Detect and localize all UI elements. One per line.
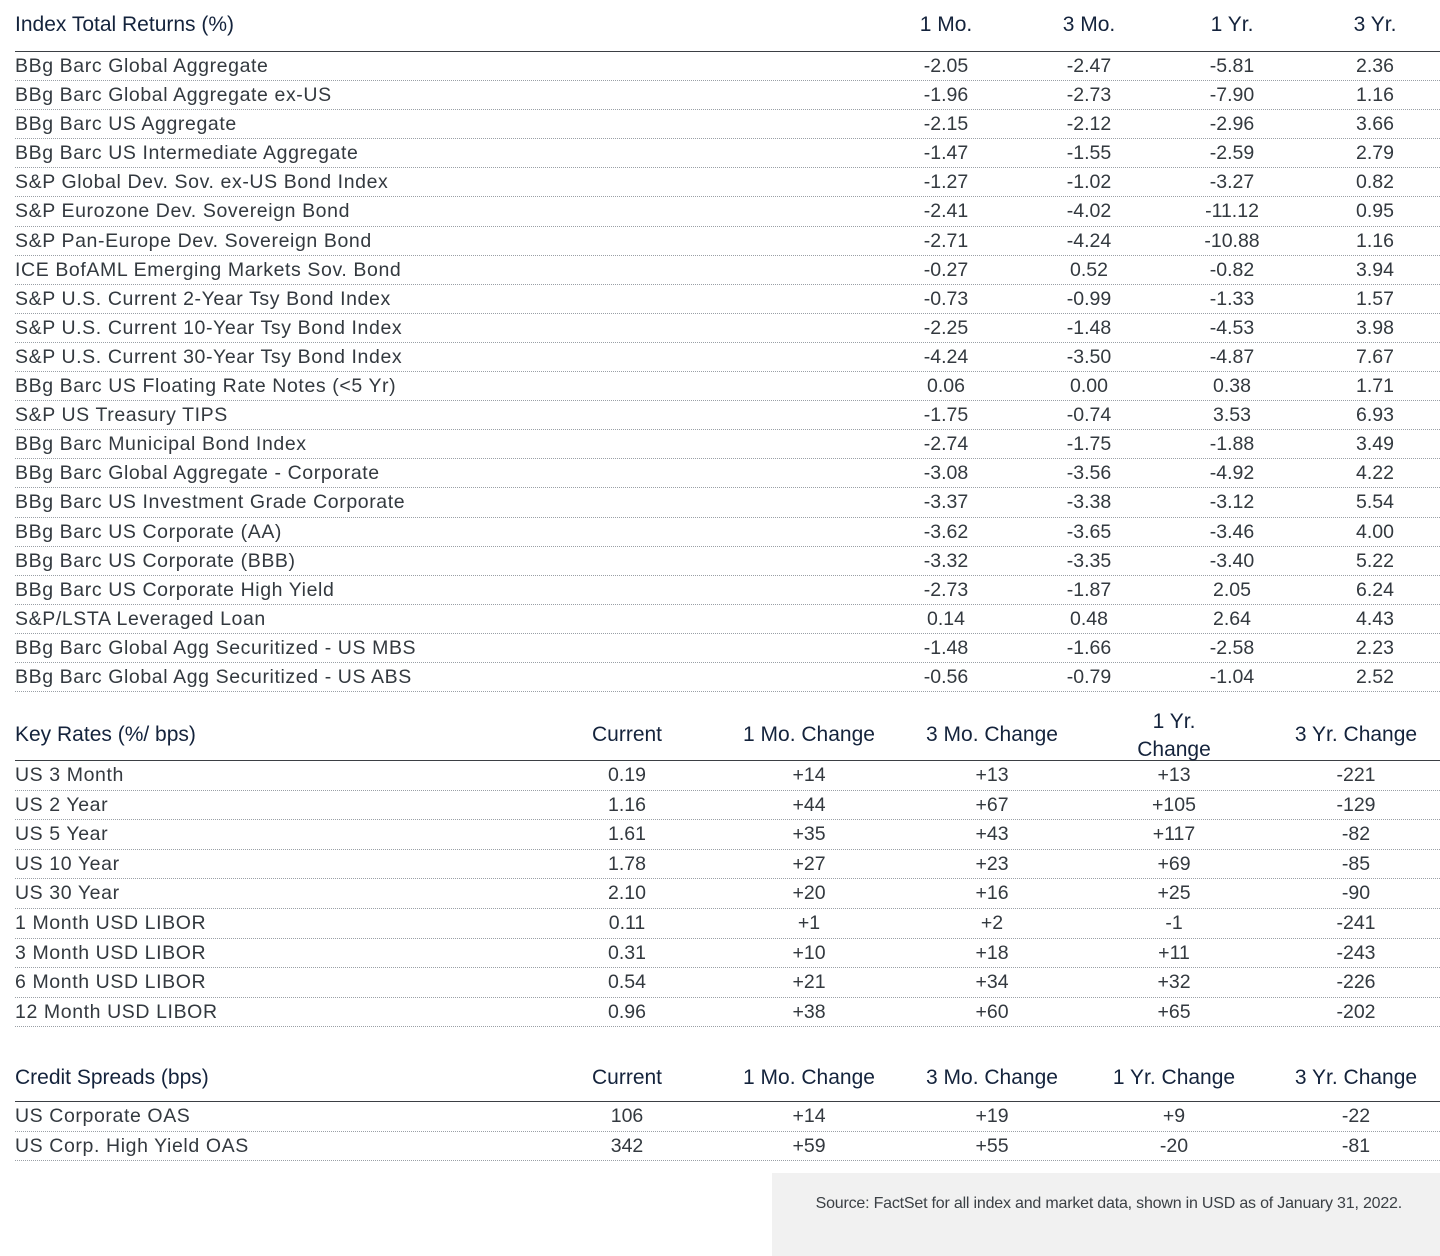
col-3yr-change: 3 Yr. Change <box>1294 723 1418 746</box>
row-value: -3.08 <box>923 462 969 485</box>
row-value: 2.36 <box>1356 55 1394 77</box>
col-current: Current <box>591 1066 663 1089</box>
row-value: -1.27 <box>923 171 969 194</box>
key-rates-header <box>15 702 1440 761</box>
row-value: -2.71 <box>923 229 969 252</box>
row-label: S&P U.S. Current 30-Year Tsy Bond Index <box>15 345 403 368</box>
row-value: -3.40 <box>1209 549 1255 572</box>
row-value: -3.62 <box>923 520 969 543</box>
row-value: 1.78 <box>608 852 646 875</box>
row-value: 0.11 <box>608 911 646 934</box>
row-value: +9 <box>1162 1105 1186 1127</box>
row-value: +20 <box>792 882 826 905</box>
row-value: 342 <box>610 1134 644 1157</box>
row-value: +35 <box>792 823 826 846</box>
row-value: -11.12 <box>1205 200 1259 223</box>
row-value: 4.22 <box>1356 462 1394 485</box>
row-label: BBg Barc US Corporate (AA) <box>15 520 283 543</box>
row-value: -3.12 <box>1209 491 1255 514</box>
row-value: +44 <box>792 793 826 816</box>
row-label: BBg Barc US Aggregate <box>15 113 237 136</box>
row-label: BBg Barc Global Aggregate ex-US <box>15 84 332 107</box>
row-label: BBg Barc US Corporate High Yield <box>15 578 335 601</box>
row-value: -1.87 <box>1066 578 1112 601</box>
row-label: S&P Global Dev. Sov. ex-US Bond Index <box>15 171 389 194</box>
row-value: -85 <box>1341 852 1371 875</box>
row-value: -5.81 <box>1209 55 1255 77</box>
row-value: +117 <box>1152 823 1196 846</box>
row-label: US Corporate OAS <box>15 1105 191 1127</box>
col-3yr-change: 3 Yr. Change <box>1294 1066 1418 1089</box>
row-value: 0.96 <box>608 1000 646 1023</box>
row-value: -1.48 <box>923 636 969 659</box>
table-row <box>15 605 1440 634</box>
row-value: -3.50 <box>1066 345 1112 368</box>
row-label: S&P US Treasury TIPS <box>15 404 228 427</box>
source-note: Source: FactSet for all index and market data, shown in USD as of January 31, 2022. <box>815 1195 1402 1212</box>
table-row <box>15 343 1440 372</box>
row-value: 2.79 <box>1356 142 1394 165</box>
row-value: +21 <box>792 971 826 994</box>
row-label: US 30 Year <box>15 882 120 905</box>
row-value: -0.79 <box>1066 665 1112 688</box>
row-value: -4.24 <box>923 345 969 368</box>
row-value: +10 <box>792 941 826 964</box>
row-value: 0.14 <box>927 607 965 630</box>
row-label: US 3 Month <box>15 764 124 786</box>
row-value: 5.22 <box>1356 549 1394 572</box>
table-row <box>15 197 1440 226</box>
row-value: -1.66 <box>1066 636 1112 659</box>
row-value: 2.05 <box>1213 578 1251 601</box>
table-row <box>15 285 1440 314</box>
row-value: -0.73 <box>923 287 969 310</box>
row-label: 6 Month USD LIBOR <box>15 971 207 994</box>
col-3yr: 3 Yr. <box>1353 13 1397 36</box>
row-value: 1.16 <box>1356 229 1394 252</box>
table-row <box>15 81 1440 110</box>
row-value: -1.04 <box>1209 665 1255 688</box>
row-value: -0.27 <box>923 258 969 281</box>
table-row <box>15 939 1440 969</box>
col-1yr: 1 Yr. <box>1210 13 1254 36</box>
row-value: +67 <box>975 793 1009 816</box>
row-value: 4.43 <box>1356 607 1394 630</box>
row-value: 2.23 <box>1356 636 1394 659</box>
table-row <box>15 110 1440 139</box>
row-value: 106 <box>610 1105 644 1127</box>
row-value: +69 <box>1157 852 1191 875</box>
row-value: -226 <box>1336 971 1376 994</box>
row-label: S&P/LSTA Leveraged Loan <box>15 607 266 630</box>
row-value: -2.41 <box>923 200 969 223</box>
credit-spreads-header <box>15 1056 1440 1102</box>
row-label: S&P Eurozone Dev. Sovereign Bond <box>15 200 351 223</box>
table-row <box>15 909 1440 939</box>
row-value: -2.47 <box>1066 55 1112 77</box>
row-value: 0.52 <box>1070 258 1108 281</box>
col-1mo-change: 1 Mo. Change <box>743 723 875 746</box>
row-value: 0.82 <box>1356 171 1394 194</box>
row-label: 3 Month USD LIBOR <box>15 941 207 964</box>
row-value: -0.74 <box>1066 404 1112 427</box>
row-value: +23 <box>975 852 1009 875</box>
row-value: +43 <box>975 823 1009 846</box>
row-value: 0.54 <box>608 971 646 994</box>
row-value: -1.02 <box>1066 171 1112 194</box>
row-value: -221 <box>1336 764 1376 786</box>
row-label: 12 Month USD LIBOR <box>15 1000 218 1023</box>
row-label: BBg Barc US Corporate (BBB) <box>15 549 296 572</box>
row-value: 0.00 <box>1070 375 1108 398</box>
row-value: -2.73 <box>923 578 969 601</box>
row-value: -1.48 <box>1066 316 1112 339</box>
table-row <box>15 168 1440 197</box>
row-value: +60 <box>975 1000 1009 1023</box>
key-rates-body <box>15 761 1440 1027</box>
row-label: US 2 Year <box>15 793 109 816</box>
row-value: -0.82 <box>1209 258 1255 281</box>
row-value: -1.33 <box>1209 287 1255 310</box>
key-rates-title: Key Rates (%/ bps) <box>15 723 196 746</box>
row-value: +34 <box>975 971 1009 994</box>
row-value: -2.96 <box>1209 113 1255 136</box>
row-value: +14 <box>792 764 826 786</box>
row-value: 2.64 <box>1213 607 1251 630</box>
row-value: +32 <box>1157 971 1191 994</box>
table-row <box>15 401 1440 430</box>
table-row <box>15 879 1440 909</box>
row-value: 2.52 <box>1356 665 1394 688</box>
row-label: S&P U.S. Current 2-Year Tsy Bond Index <box>15 287 391 310</box>
table-row <box>15 1132 1440 1162</box>
table-row <box>15 227 1440 256</box>
col-1mo: 1 Mo. <box>919 13 973 36</box>
row-value: +13 <box>1157 764 1191 786</box>
row-value: 5.54 <box>1356 491 1394 514</box>
row-value: -3.46 <box>1209 520 1255 543</box>
row-value: 6.93 <box>1356 404 1394 427</box>
row-value: -22 <box>1341 1105 1371 1127</box>
row-value: -10.88 <box>1204 229 1260 252</box>
row-value: 7.67 <box>1356 345 1394 368</box>
row-value: -81 <box>1341 1134 1371 1157</box>
row-value: +25 <box>1157 882 1191 905</box>
row-value: -202 <box>1336 1000 1376 1023</box>
row-label: S&P U.S. Current 10-Year Tsy Bond Index <box>15 316 403 339</box>
table-row <box>15 850 1440 880</box>
row-label: BBg Barc US Intermediate Aggregate <box>15 142 359 165</box>
row-value: 2.10 <box>608 882 646 905</box>
row-value: 1.57 <box>1356 287 1394 310</box>
row-value: -4.24 <box>1066 229 1112 252</box>
row-value: -4.53 <box>1209 316 1255 339</box>
row-label: 1 Month USD LIBOR <box>15 911 207 934</box>
row-value: -1 <box>1165 911 1183 934</box>
row-value: -2.59 <box>1209 142 1255 165</box>
row-value: -1.47 <box>923 142 969 165</box>
row-value: +13 <box>975 764 1009 786</box>
row-value: -90 <box>1341 882 1371 905</box>
col-1yr-change: 1 Yr. Change <box>1112 1066 1236 1089</box>
table-row <box>15 1102 1440 1132</box>
row-value: -1.88 <box>1209 433 1255 456</box>
table-row <box>15 518 1440 547</box>
row-value: 1.71 <box>1356 375 1394 398</box>
row-value: -3.35 <box>1066 549 1112 572</box>
row-label: S&P Pan-Europe Dev. Sovereign Bond <box>15 229 372 252</box>
row-label: US 10 Year <box>15 852 120 875</box>
row-value: 0.95 <box>1356 200 1394 223</box>
table-row <box>15 998 1440 1028</box>
col-3mo: 3 Mo. <box>1062 13 1116 36</box>
row-value: -20 <box>1159 1134 1189 1157</box>
col-1mo-change: 1 Mo. Change <box>743 1066 875 1089</box>
row-value: +27 <box>792 852 826 875</box>
row-value: 1.16 <box>1356 84 1394 107</box>
row-value: -4.02 <box>1066 200 1112 223</box>
table-row <box>15 314 1440 343</box>
table-row <box>15 139 1440 168</box>
row-label: BBg Barc US Investment Grade Corporate <box>15 491 406 514</box>
credit-spreads-title: Credit Spreads (bps) <box>15 1066 209 1089</box>
row-value: -3.27 <box>1209 171 1255 194</box>
row-value: 1.16 <box>608 793 646 816</box>
row-value: 4.00 <box>1356 520 1394 543</box>
row-value: 0.19 <box>608 764 646 786</box>
row-value: +19 <box>975 1105 1009 1127</box>
row-value: -129 <box>1336 793 1376 816</box>
row-value: 3.98 <box>1356 316 1394 339</box>
row-value: -1.55 <box>1066 142 1112 165</box>
row-value: -3.56 <box>1066 462 1112 485</box>
row-value: +105 <box>1152 793 1196 816</box>
col-1yr-change: 1 Yr. Change <box>1137 710 1211 761</box>
index-returns-title: Index Total Returns (%) <box>15 13 235 36</box>
table-row <box>15 52 1440 81</box>
index-returns-header <box>15 0 1440 52</box>
row-value: -2.25 <box>923 316 969 339</box>
row-value: -0.56 <box>923 665 969 688</box>
row-value: -4.87 <box>1209 345 1255 368</box>
row-value: 0.38 <box>1213 375 1251 398</box>
row-label: BBg Barc Global Aggregate - Corporate <box>15 462 380 485</box>
row-value: 0.31 <box>608 941 646 964</box>
row-label: BBg Barc Global Agg Securitized - US ABS <box>15 665 412 688</box>
row-value: -243 <box>1336 941 1376 964</box>
row-label: BBg Barc Global Aggregate <box>15 55 269 77</box>
credit-spreads-body <box>15 1102 1440 1161</box>
row-value: -3.65 <box>1066 520 1112 543</box>
key-rates-table <box>15 702 1440 1027</box>
row-value: -2.73 <box>1066 84 1112 107</box>
table-row <box>15 761 1440 791</box>
source-note-box <box>772 1173 1440 1256</box>
row-value: -3.37 <box>923 491 969 514</box>
col-3mo-change: 3 Mo. Change <box>926 1066 1058 1089</box>
row-value: -0.99 <box>1066 287 1112 310</box>
row-value: +38 <box>792 1000 826 1023</box>
table-row <box>15 547 1440 576</box>
row-value: -2.05 <box>923 55 969 77</box>
row-value: +1 <box>797 911 821 934</box>
row-value: +59 <box>792 1134 826 1157</box>
index-returns-body <box>15 52 1440 692</box>
row-value: 3.53 <box>1213 404 1251 427</box>
index-total-returns-table <box>15 0 1440 692</box>
row-value: +16 <box>975 882 1009 905</box>
row-value: -4.92 <box>1209 462 1255 485</box>
row-value: -1.75 <box>923 404 969 427</box>
row-value: -1.96 <box>923 84 969 107</box>
row-value: 3.49 <box>1356 433 1394 456</box>
row-label: US 5 Year <box>15 823 109 846</box>
table-row <box>15 488 1440 517</box>
table-row <box>15 576 1440 605</box>
row-value: +55 <box>975 1134 1009 1157</box>
row-label: BBg Barc US Floating Rate Notes (<5 Yr) <box>15 375 397 398</box>
table-row <box>15 663 1440 692</box>
credit-spreads-table <box>15 1056 1440 1161</box>
table-row <box>15 459 1440 488</box>
table-row <box>15 791 1440 821</box>
row-label: BBg Barc Global Agg Securitized - US MBS <box>15 636 417 659</box>
table-row <box>15 256 1440 285</box>
col-3mo-change: 3 Mo. Change <box>926 723 1058 746</box>
row-value: 1.61 <box>608 823 646 846</box>
row-value: -2.74 <box>923 433 969 456</box>
table-row <box>15 968 1440 998</box>
row-value: -2.58 <box>1209 636 1255 659</box>
row-value: +18 <box>975 941 1009 964</box>
row-value: +11 <box>1158 941 1190 964</box>
row-value: +2 <box>980 911 1004 934</box>
row-value: 0.06 <box>927 375 965 398</box>
row-value: 3.66 <box>1356 113 1394 136</box>
table-row <box>15 820 1440 850</box>
row-value: 3.94 <box>1356 258 1394 281</box>
table-row <box>15 372 1440 401</box>
table-row <box>15 430 1440 459</box>
row-value: 0.48 <box>1070 607 1108 630</box>
row-label: BBg Barc Municipal Bond Index <box>15 433 307 456</box>
row-value: -2.12 <box>1066 113 1112 136</box>
row-value: -3.32 <box>923 549 969 572</box>
row-value: -82 <box>1341 823 1371 846</box>
row-value: -7.90 <box>1209 84 1255 107</box>
row-value: -3.38 <box>1066 491 1112 514</box>
row-value: -2.15 <box>923 113 969 136</box>
row-label: US Corp. High Yield OAS <box>15 1134 249 1157</box>
row-value: -1.75 <box>1066 433 1112 456</box>
table-row <box>15 634 1440 663</box>
row-label: ICE BofAML Emerging Markets Sov. Bond <box>15 258 402 281</box>
row-value: -241 <box>1336 911 1376 934</box>
row-value: 6.24 <box>1356 578 1394 601</box>
row-value: +14 <box>792 1105 826 1127</box>
col-current: Current <box>591 723 663 746</box>
row-value: +65 <box>1157 1000 1191 1023</box>
